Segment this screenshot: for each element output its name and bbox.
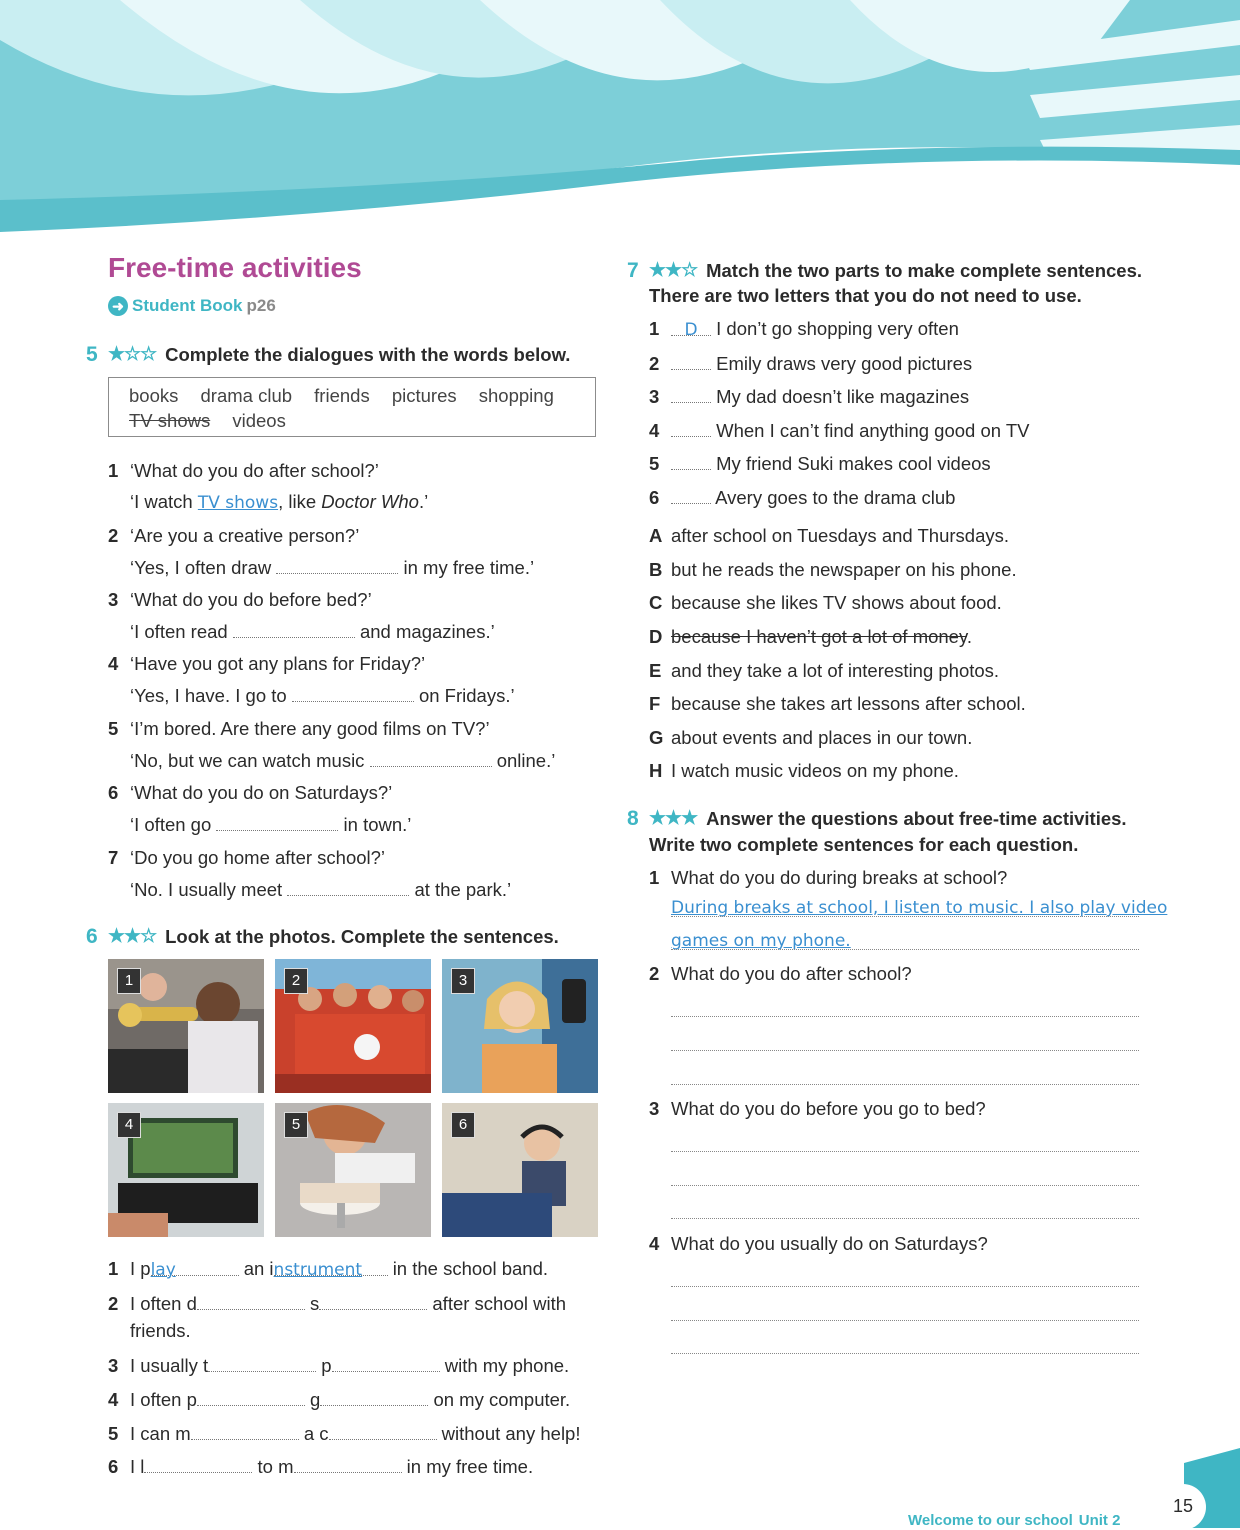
- sentence-item: 6 I l to m in my free time.: [108, 1456, 534, 1477]
- answer-blank[interactable]: [671, 351, 711, 370]
- match-option: G about events and places in our town.: [649, 727, 973, 748]
- photo-number: 1: [117, 968, 141, 994]
- photo-number: 5: [284, 1112, 308, 1138]
- question: 1 What do you do during breaks at school?: [649, 867, 1008, 888]
- unit-label: Unit 2: [1078, 1512, 1121, 1529]
- sentence-item: 1 I play an instrument in the school band.: [108, 1258, 548, 1280]
- student-book-label: Student Book: [132, 296, 243, 315]
- answer-blank[interactable]: [671, 317, 711, 340]
- filled-answer: TV shows: [197, 493, 279, 513]
- word-used: TV shows: [129, 410, 211, 431]
- answer-line[interactable]: [671, 1150, 1139, 1152]
- dialogue-question: 2 ‘Are you a creative person?’: [108, 525, 360, 546]
- word: videos: [232, 410, 286, 431]
- answer-blank[interactable]: [216, 812, 338, 831]
- word-box-row: [129, 408, 575, 433]
- dialogue-answer: ‘I watch TV shows, like Doctor Who.’: [130, 491, 429, 513]
- answer-blank[interactable]: [671, 418, 711, 437]
- answer-line[interactable]: [671, 1015, 1139, 1017]
- match-item: 4 When I can’t find anything good on TV: [649, 420, 1030, 441]
- match-option: H I watch music videos on my phone.: [649, 760, 959, 781]
- dialogue-answer: ‘No, but we can watch music online.’: [130, 750, 556, 771]
- answer-blank[interactable]: [332, 1353, 440, 1372]
- sentence-item: 5 I can m a c without any help!: [108, 1423, 581, 1444]
- answer-blank[interactable]: [292, 683, 414, 702]
- match-option: C because she likes TV shows about food.: [649, 592, 1002, 613]
- answer-line[interactable]: [671, 915, 1139, 917]
- word-box-row: [129, 383, 575, 408]
- photo-number: 3: [451, 968, 475, 994]
- written-answer: During breaks at school, I listen to music. I also play video: [671, 898, 1168, 918]
- exercise-8-heading: [627, 806, 1127, 831]
- answer-blank[interactable]: [370, 748, 492, 767]
- exercise-instruction-line2: There are two letters that you do not need to use.: [649, 285, 1082, 306]
- difficulty-stars-icon: ★★☆: [108, 926, 157, 947]
- photo-computer-gaming: [108, 1103, 264, 1237]
- header-banner: [0, 0, 1240, 235]
- unit-footer: [908, 1512, 1120, 1529]
- match-item: 3 My dad doesn’t like magazines: [649, 386, 970, 407]
- arrow-right-icon: ➜: [108, 296, 128, 316]
- dialogue-answer: ‘I often read and magazines.’: [130, 621, 495, 642]
- match-item: 6 Avery goes to the drama club: [649, 487, 956, 508]
- filled-answer: D: [684, 320, 698, 340]
- section-title: Free-time activities: [108, 252, 362, 283]
- photo-football-team: [275, 959, 431, 1093]
- page-number: 15: [1160, 1484, 1206, 1530]
- word: books: [129, 385, 179, 406]
- exercise-number: 7: [627, 259, 639, 282]
- exercise-5-heading: [86, 342, 570, 367]
- sentence-item: 3 I usually t p with my phone.: [108, 1355, 570, 1376]
- word: pictures: [391, 385, 457, 406]
- sentence-item: 2 I often d s after school with: [108, 1293, 567, 1314]
- answer-blank[interactable]: [319, 1291, 427, 1310]
- student-book-page: p26: [246, 296, 276, 315]
- filled-answer: nstrument: [273, 1260, 363, 1280]
- photo-cake-baking: [275, 1103, 431, 1237]
- match-option: F because she takes art lessons after school.: [649, 693, 1026, 714]
- answer-blank[interactable]: [208, 1353, 316, 1372]
- answer-line[interactable]: [671, 948, 1139, 950]
- sentence-item: 4 I often p g on my computer.: [108, 1389, 571, 1410]
- answer-blank[interactable]: [233, 619, 355, 638]
- word-box: [108, 377, 596, 437]
- answer-blank[interactable]: [276, 555, 398, 574]
- photo-number: 2: [284, 968, 308, 994]
- dialogue-question: 6 ‘What do you do on Saturdays?’: [108, 782, 393, 803]
- answer-line[interactable]: [671, 1184, 1139, 1186]
- question: 2 What do you do after school?: [649, 963, 912, 984]
- student-book-reference[interactable]: [108, 296, 276, 316]
- answer-blank[interactable]: [671, 384, 711, 403]
- match-item: 5 My friend Suki makes cool videos: [649, 453, 991, 474]
- written-answer: games on my phone.: [671, 931, 851, 951]
- photo-trumpet-player: [108, 959, 264, 1093]
- dialogue-question: 5 ‘I’m bored. Are there any good films on TV?’: [108, 718, 490, 739]
- exercise-instruction: Look at the photos. Complete the sentences.: [165, 926, 559, 947]
- difficulty-stars-icon: ★★★: [649, 808, 698, 829]
- exercise-number: 5: [86, 343, 98, 366]
- answer-line[interactable]: [671, 1083, 1139, 1085]
- dialogue-question: 3 ‘What do you do before bed?’: [108, 589, 372, 610]
- dialogue-question: 1 ‘What do you do after school?’: [108, 460, 379, 481]
- exercise-number: 6: [86, 925, 98, 948]
- dialogue-answer: ‘I often go in town.’: [130, 814, 412, 835]
- dialogue-answer: ‘Yes, I have. I go to on Fridays.’: [130, 685, 515, 706]
- answer-line[interactable]: [671, 1352, 1139, 1354]
- difficulty-stars-icon: ★☆☆: [108, 344, 157, 365]
- answer-blank[interactable]: [191, 1421, 299, 1440]
- match-option: B but he reads the newspaper on his phone.: [649, 559, 1017, 580]
- match-option-used: D because I haven’t got a lot of money.: [649, 626, 972, 647]
- dialogue-question: 4 ‘Have you got any plans for Friday?’: [108, 653, 426, 674]
- match-item: 1 D I don’t go shopping very often: [649, 318, 959, 340]
- match-option: E and they take a lot of interesting photos.: [649, 660, 1000, 681]
- answer-blank[interactable]: [671, 485, 711, 504]
- photo-number: 6: [451, 1112, 475, 1138]
- exercise-instruction: Match the two parts to make complete sentences.: [706, 260, 1143, 281]
- photo-girl-with-phone: [442, 959, 598, 1093]
- word: shopping: [478, 385, 554, 406]
- dialogue-answer: ‘No. I usually meet at the park.’: [130, 879, 512, 900]
- answer-blank[interactable]: [320, 1387, 428, 1406]
- exercise-number: 8: [627, 807, 639, 830]
- question: 3 What do you do before you go to bed?: [649, 1098, 986, 1119]
- answer-line[interactable]: [671, 1319, 1139, 1321]
- word: drama club: [200, 385, 293, 406]
- exercise-7-heading: [627, 258, 1142, 283]
- sentence-continuation: friends.: [130, 1320, 191, 1341]
- exercise-6-heading: [86, 924, 559, 949]
- answer-blank[interactable]: [197, 1291, 305, 1310]
- filled-answer: lay: [150, 1260, 176, 1280]
- answer-blank[interactable]: [287, 877, 409, 896]
- photo-number: 4: [117, 1112, 141, 1138]
- difficulty-stars-icon: ★★☆: [649, 260, 698, 281]
- dialogue-answer: ‘Yes, I often draw in my free time.’: [130, 557, 535, 578]
- answer-line[interactable]: [671, 1049, 1139, 1051]
- exercise-instruction: Complete the dialogues with the words below.: [165, 344, 571, 365]
- photo-boy-listening-music: [442, 1103, 598, 1237]
- answer-line[interactable]: [671, 1217, 1139, 1219]
- question: 4 What do you usually do on Saturdays?: [649, 1233, 988, 1254]
- answer-blank[interactable]: [273, 1257, 388, 1280]
- answer-blank[interactable]: [144, 1454, 252, 1473]
- answer-line[interactable]: [671, 1285, 1139, 1287]
- answer-blank[interactable]: [150, 1257, 239, 1280]
- answer-blank[interactable]: [197, 1387, 305, 1406]
- exercise-instruction-line2: Write two complete sentences for each question.: [649, 834, 1079, 855]
- answer-blank[interactable]: [329, 1421, 437, 1440]
- exercise-instruction: Answer the questions about free-time activities.: [706, 808, 1127, 829]
- match-option: A after school on Tuesdays and Thursdays.: [649, 525, 1009, 546]
- word: friends: [314, 385, 370, 406]
- match-item: 2 Emily draws very good pictures: [649, 353, 973, 374]
- answer-blank[interactable]: [294, 1454, 402, 1473]
- unit-title: Welcome to our school: [908, 1512, 1073, 1529]
- answer-blank[interactable]: [671, 451, 711, 470]
- dialogue-question: 7 ‘Do you go home after school?’: [108, 847, 386, 868]
